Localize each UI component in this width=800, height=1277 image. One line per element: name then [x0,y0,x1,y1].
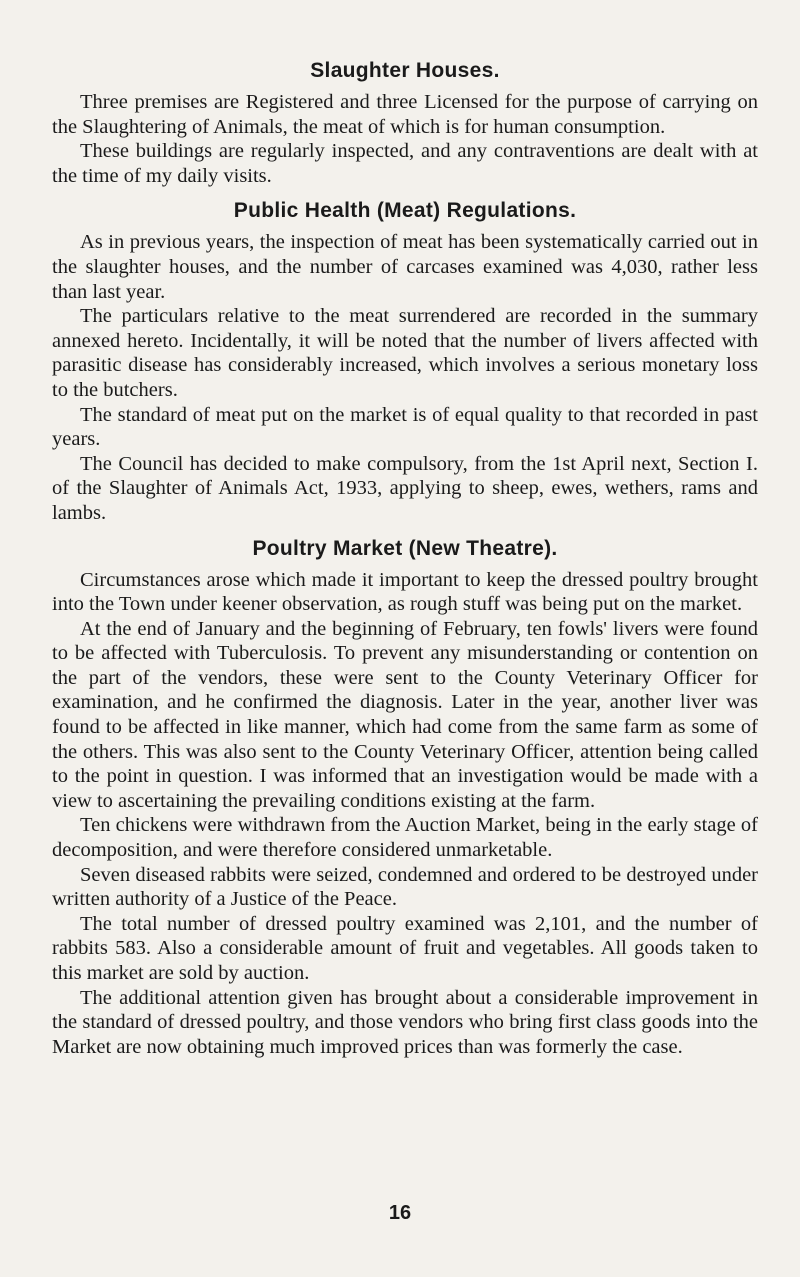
paragraph: The particulars relative to the meat surrendered are recorded in the summary annexed hereto. Incidentally, it will be noted that the number of livers affected with parasitic disease has considerably increased, which involves a serious monetary loss to the butchers. [52,305,758,401]
paragraph: Three premises are Registered and three Licensed for the purpose of carrying on the Slaughtering of Animals, the meat of which is for human consumption. [52,91,758,138]
paragraph: The additional attention given has brought about a considerable improvement in the standard of dressed poultry, and those vendors who bring first class goods into the Market are now obtaining much improved prices than was formerly the case. [52,986,758,1058]
section-gap [52,526,758,536]
section-gap [52,188,758,198]
paragraph: Seven diseased rabbits were seized, condemned and ordered to be destroyed under written authority of a Justice of the Peace. [52,863,758,911]
paragraph: The standard of meat put on the market is of equal quality to that recorded in past years. [52,403,758,451]
paragraph: Ten chickens were withdrawn from the Auction Market, being in the early stage of decomposition, and were therefore considered unmarketable. [52,814,758,862]
paragraph: As in previous years, the inspection of meat has been systematically carried out in the slaughter houses, and the number of carcases examined was 4,030, rather less than last year. [52,231,758,303]
section-heading: Poultry Market (New Theatre). [252,536,558,560]
page-number: 16 [388,1202,412,1224]
paragraph: These buildings are regularly inspected, and any contraventions are dealt with at the time of my daily visits. [52,140,758,187]
document-page [52,58,758,1059]
section-heading: Slaughter Houses. [310,59,500,82]
paragraph: The total number of dressed poultry examined was 2,101, and the number of rabbits 583. Also a considerable amount of fruit and vegetables. All goods taken to this market are sold by auction. [52,912,758,984]
paragraph: At the end of January and the beginning of February, ten fowls' livers were found to be affected with Tuberculosis. To prevent any misunderstanding or contention on the part of the vendors, these were sent to the County Veterinary Officer for examination, and he confirmed the diagnosis. Later in the year, another liver was found to be affected in like manner, which had come from the same farm as some of the others. This was also sent to the County Veterinary Officer, attention being called to the point in question. I was informed that an investigation would be made with a view to ascertaining the prevailing conditions existing at the farm. [52,617,758,812]
section-slaughter-houses [52,58,758,188]
section-poultry-market [52,536,758,1060]
section-heading: Public Health (Meat) Regulations. [233,199,577,223]
section-meat-regulations [52,198,758,525]
paragraph: Circumstances arose which made it important to keep the dressed poultry brought into the Town under keener observation, as rough stuff was being put on the market. [52,568,758,616]
paragraph: The Council has decided to make compulsory, from the 1st April next, Section I. of the Slaughter of Animals Act, 1933, applying to sheep, ewes, wethers, rams and lambs. [52,452,758,524]
